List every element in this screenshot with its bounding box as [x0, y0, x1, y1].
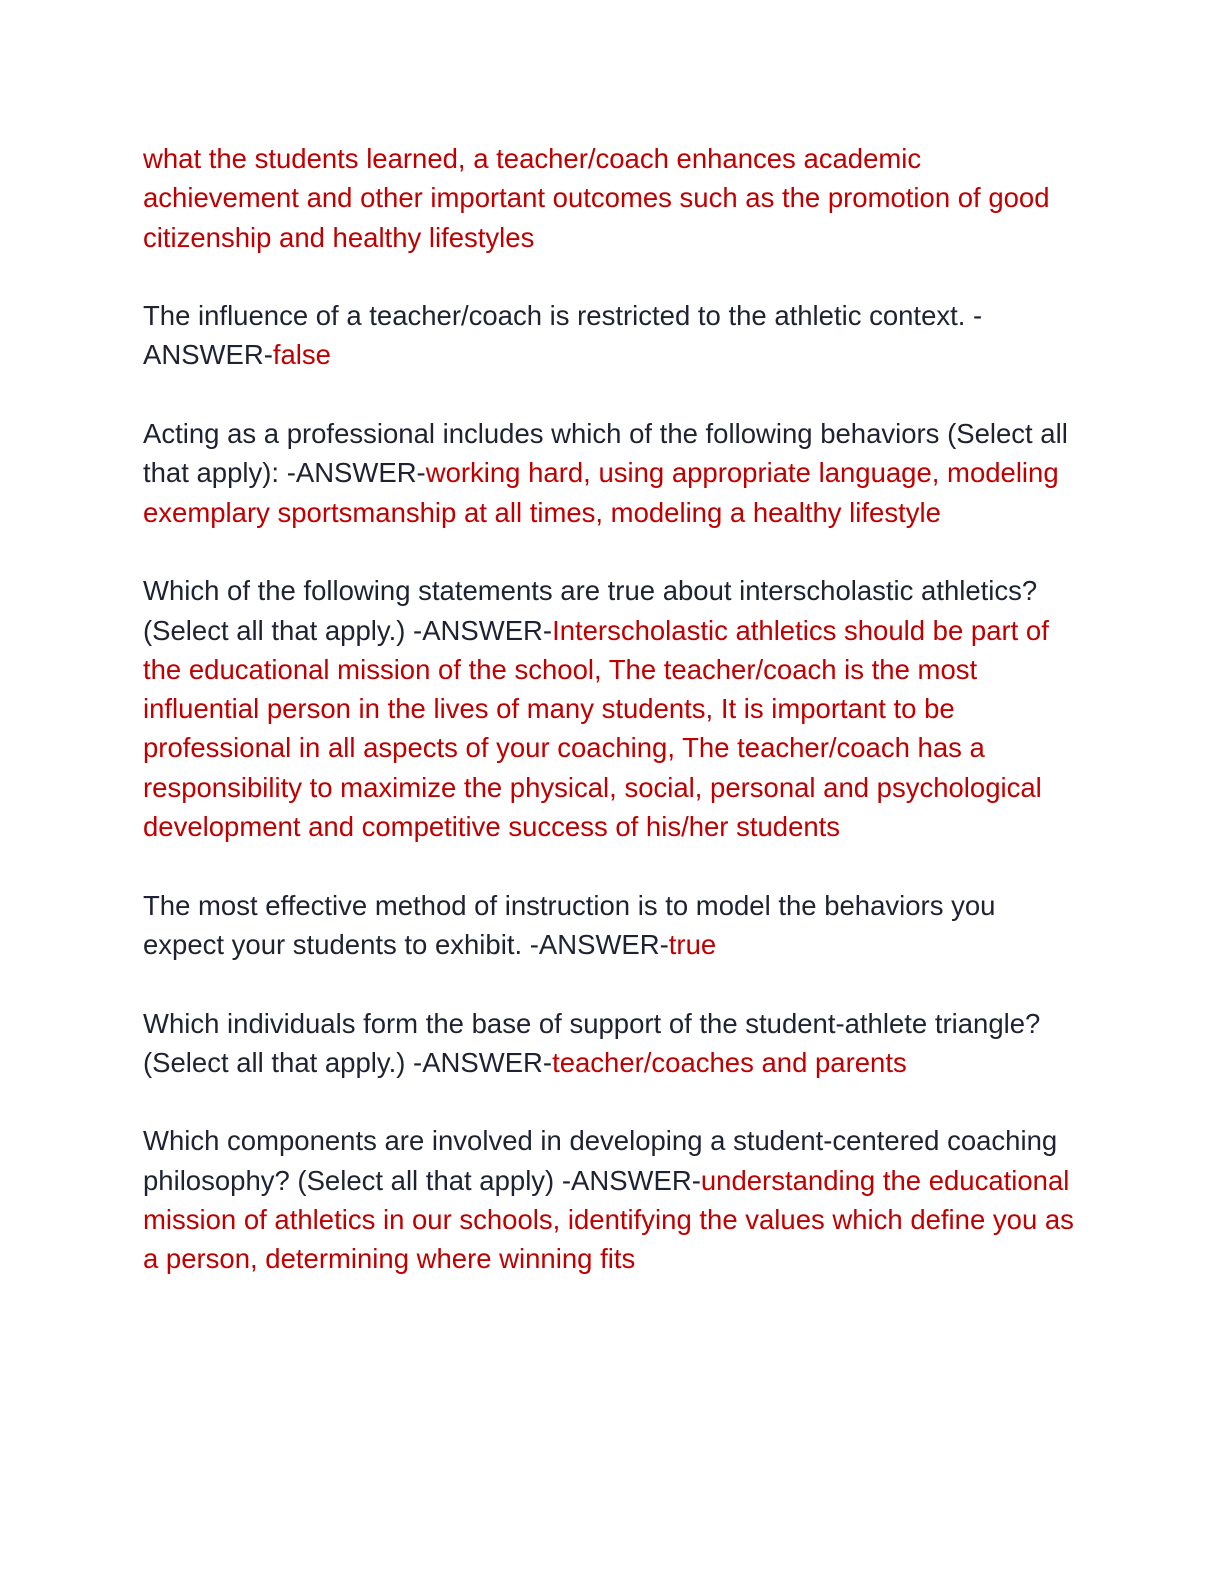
question-paragraph — [143, 1004, 1083, 1083]
answer-text: teacher/coaches and parents — [552, 1046, 907, 1078]
question-paragraph — [143, 886, 1083, 965]
answer-text: working hard, using appropriate language, modeling exemplary sportsmanship at all times, modeling a healthy lifestyle — [143, 457, 1059, 528]
question-text: Which components are involved in developing a student-centered coaching philosophy? (Select all that apply) -ANSWER- — [143, 1125, 1058, 1196]
question-paragraph — [143, 1121, 1083, 1278]
question-text: Which individuals form the base of support of the student-athlete triangle? (Select all that apply.) -ANSWER- — [143, 1007, 1041, 1078]
question-text: Which of the following statements are true about interscholastic athletics? (Select all that apply.) -ANSWER- — [143, 575, 1038, 646]
question-text: The influence of a teacher/coach is restricted to the athletic context. -ANSWER- — [143, 300, 983, 371]
document-page — [143, 139, 1083, 1318]
answer-text: Interscholastic athletics should be part of the educational mission of the school, The teacher/coach is the most influential person in the lives of many students, It is important to be professional in all aspects of your coaching, The teacher/coach has a responsibility to maximize the physical, social, personal and psychological development and competitive success of his/her students — [143, 614, 1049, 843]
answer-text: understanding the educational mission of athletics in our schools, identifying the values which define you as a person, determining where winning fits — [143, 1164, 1074, 1275]
question-text: The most effective method of instruction is to model the behaviors you expect your students to exhibit. -ANSWER- — [143, 889, 996, 960]
answer-continuation-paragraph — [143, 139, 1083, 257]
question-paragraph — [143, 414, 1083, 532]
question-paragraph — [143, 296, 1083, 375]
answer-text: false — [272, 339, 331, 371]
answer-text: true — [668, 928, 717, 960]
question-text: Acting as a professional includes which of the following behaviors (Select all that apply): -ANSWER- — [143, 418, 1068, 489]
answer-text: what the students learned, a teacher/coach enhances academic achievement and other important outcomes such as the promotion of good citizenship and healthy lifestyles — [143, 143, 1050, 253]
question-paragraph — [143, 571, 1083, 846]
